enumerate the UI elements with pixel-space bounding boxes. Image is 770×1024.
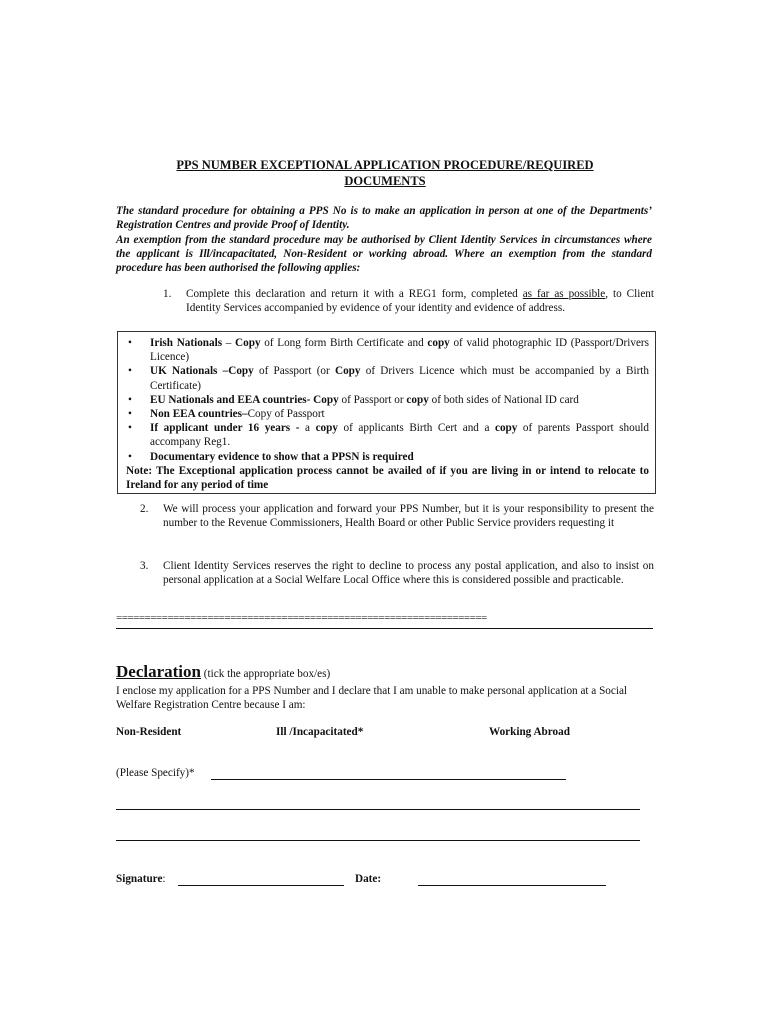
list-item-3	[140, 559, 654, 588]
list-item: • Documentary evidence to show that a PPSN is required	[128, 450, 414, 463]
list-item: • UK Nationals –Copy of Passport (or Copy of Drivers Licence which must be accompanied by a Birth Certificate)	[128, 365, 649, 392]
date-label: Date:	[355, 873, 382, 885]
list-item-1	[163, 287, 654, 316]
declaration-text: I enclose my application for a PPS Number and I declare that I am unable to make personal application at a Social Welfare Registration Centre because I am:	[116, 685, 628, 712]
item-text: Complete this declaration and return it with a REG1 form, completed	[186, 288, 523, 300]
separator-line: =================================================================	[116, 612, 487, 624]
specify-field[interactable]	[211, 779, 566, 780]
required-documents-list	[126, 336, 649, 492]
bullet: •	[128, 365, 132, 378]
date-field[interactable]	[418, 885, 606, 886]
item-number: 1.	[163, 288, 172, 300]
item-number: 2.	[140, 503, 149, 515]
title-line-1: PPS NUMBER EXCEPTIONAL APPLICATION PROCEDURE/REQUIRED	[176, 158, 594, 172]
list-item-2	[140, 502, 654, 531]
divider	[116, 628, 653, 629]
signature-label: Signature:	[116, 873, 166, 885]
declaration-title: Declaration	[116, 662, 201, 681]
item-number: 3.	[140, 560, 149, 572]
intro-text	[116, 204, 652, 275]
list-item: • Non EEA countries–Copy of Passport	[128, 408, 325, 421]
item-text: Client Identity Services reserves the right to decline to process any postal application, and also to insist on personal application at a Social Welfare Local Office where this is considered possible and practicable.	[163, 560, 654, 587]
option-non-resident[interactable]: Non-Resident	[116, 726, 182, 738]
signature-field[interactable]	[178, 885, 344, 886]
title-line-2: DOCUMENTS	[344, 174, 426, 188]
item-text-end: , to Client Identity Services accompanied by evidence of your identity and evidence of address.	[186, 288, 654, 315]
required-documents-box	[117, 331, 656, 494]
item-underlined-text: as far as possible	[522, 288, 606, 300]
page-title	[116, 157, 654, 189]
option-working-abroad[interactable]: Working Abroad	[489, 726, 570, 738]
tick-hint: (tick the appropriate box/es)	[200, 668, 331, 680]
item-text: We will process your application and forward your PPS Number, but it is your responsibility to present the number to the Revenue Commissioners, Health Board or other Public Service providers requesting it	[163, 503, 654, 530]
bullet: •	[128, 450, 132, 463]
specify-field-line-3[interactable]	[116, 840, 640, 841]
bullet: •	[128, 422, 132, 435]
bullet: •	[128, 393, 132, 406]
list-item: • Irish Nationals – Copy of Long form Birth Certificate and copy of valid photographic ID (Passport/Drivers Licence)	[128, 337, 650, 364]
option-ill-incapacitated[interactable]: Ill /Incapacitated*	[276, 726, 364, 738]
intro-paragraph-2: An exemption from the standard procedure may be authorised by Client Identity Services in circumstances where the applicant is Ill/incapacitated, Non-Resident or working abroad. Where an exemption from the standard procedure has been authorised the following applies:	[116, 233, 652, 275]
intro-paragraph-1: The standard procedure for obtaining a PPS No is to make an application in person at one of the Departments’ Registration Centres and provide Proof of Identity.	[116, 205, 652, 232]
list-item: • If applicant under 16 years - a copy of applicants Birth Cert and a copy of parents Passport should accompany Reg1.	[128, 422, 650, 449]
bullet: •	[128, 337, 132, 349]
note-text: Note: The Exceptional application process cannot be availed of if you are living in or intend to relocate to Ireland for any period of time	[126, 464, 649, 492]
list-item: • EU Nationals and EEA countries- Copy of Passport or copy of both sides of National ID card	[128, 393, 579, 406]
please-specify-label: (Please Specify)*	[116, 767, 195, 779]
specify-field-line-2[interactable]	[116, 809, 640, 810]
bullet: •	[128, 408, 132, 421]
declaration-heading	[116, 662, 330, 682]
